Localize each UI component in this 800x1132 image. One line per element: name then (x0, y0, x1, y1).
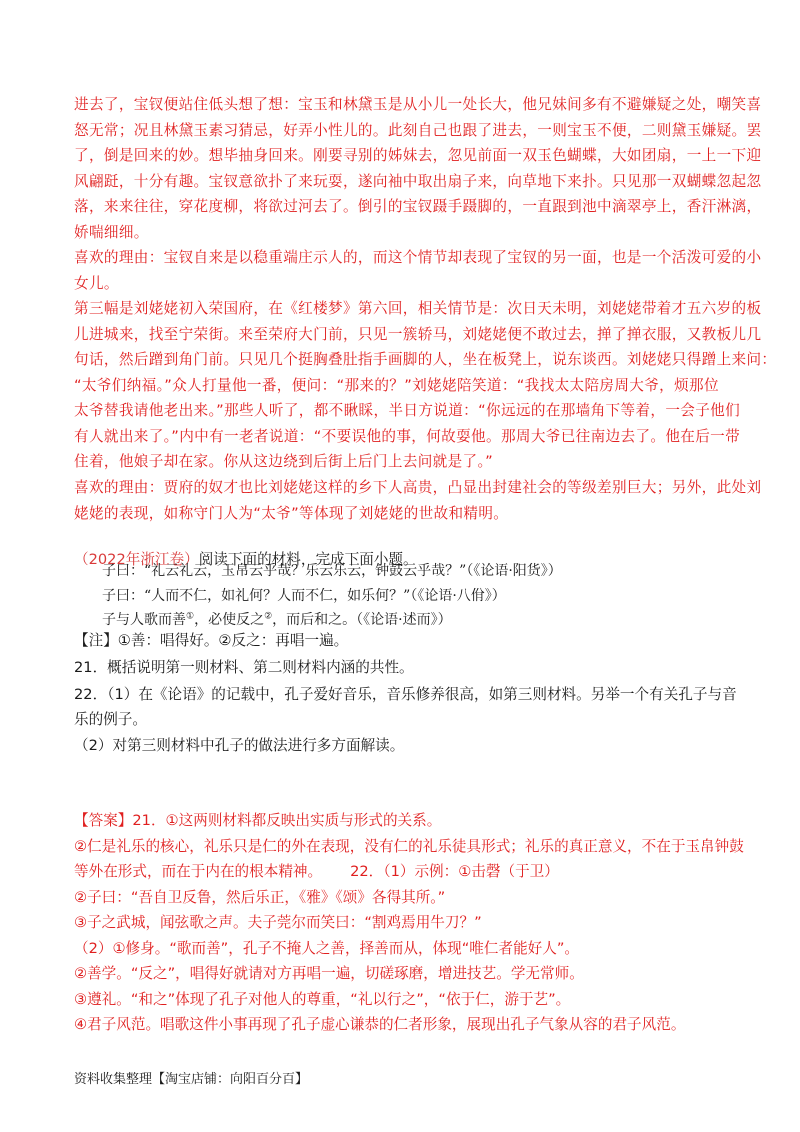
note-line: 【注】①善：唱得好。②反之：再唱一遍。 (74, 632, 349, 649)
text-line: 进去了，宝钗便站住低头想了想：宝玉和林黛玉是从小儿一处长大，他兄妹间多有不避嫌疑之处，嘲笑喜 (74, 96, 762, 113)
passage-reason-1 (74, 245, 762, 296)
answer-22-part-2-point-2: ②善学。“反之”，唱得好就请对方再唱一遍，切磋琢磨，增进技艺。学无常师。 (74, 965, 584, 982)
question-intro: 阅读下面的材料，完成下面小题。 (198, 551, 418, 568)
text-line: 怒无常；况且林黛玉素习猜忌，好弄小性儿的。此刻自己也跟了进去，一则宝玉不便，二则黛玉嫌疑。罢 (74, 121, 762, 139)
footnote-mark-1: ① (186, 611, 195, 622)
text-line: “太爷们纳福。”众人打量他一番，便问：“那来的？”刘姥姥陪笑道：“我找太太陪房周大爷，烦那位 (74, 376, 719, 394)
quote-3-part-b: ，必使反之 (194, 612, 265, 628)
answer-21-line-1 (74, 808, 441, 834)
text-line: 句话，然后蹭到角门前。只见几个挺胸叠肚指手画脚的人，坐在板凳上，说东谈西。刘姥姥只得蹭上来问： (74, 351, 777, 368)
footnote-mark-2: ② (264, 611, 273, 622)
question-22-part-1: 22．（1）在《论语》的记载中，孔子爱好音乐，音乐修养很高，如第三则材料。另举一个有关孔子与音 (74, 686, 737, 703)
quote-1: 子曰：“礼云礼云，玉帛云乎哉？乐云乐云，钟鼓云乎哉？”（《论语·阳货》） (102, 563, 562, 579)
passage-paragraph-1 (74, 92, 762, 245)
answer-21-point-1: 21．①这两则材料都反映出实质与形式的关系。 (132, 812, 442, 829)
question-22-part-1-cont: 乐的例子。 (74, 711, 147, 728)
answer-22-part-2-point-1: （2）①修身。“歌而善”，孔子不掩人之善，择善而从，体现“唯仁者能好人”。 (74, 940, 580, 957)
text-line: 了，倒是回来的妙。想毕抽身回来。刚要寻别的姊妹去，忽见前面一双玉色蝴蝶，大如团扇，一上一下迎 (74, 147, 762, 164)
text-line: 落，来来往往，穿花度柳，将欲过河去了。倒引的宝钗蹑手蹑脚的，一直跟到池中滴翠亭上，香汗淋漓， (74, 198, 762, 215)
answer-22-example-3: ③子之武城，闻弦歌之声。夫子莞尔而笑曰：“割鸡焉用牛刀？” (74, 914, 482, 931)
answer-22-example-2: ②子曰：“吾自卫反鲁，然后乐正，《雅》《颂》各得其所。” (74, 889, 446, 906)
text-line: 娇喘细细。 (74, 223, 149, 241)
text-line: 第三幅是刘姥姥初入荣国府，在《红楼梦》第六回，相关情节是：次日天未明，刘姥姥带着才五六岁的板 (74, 300, 762, 317)
page-footer: 资料收集整理【淘宝店铺：向阳百分百】 (74, 1072, 309, 1087)
text-line: 儿进城来，找至宁荣街。来至荣府大门前，只见一簇轿马，刘姥姥便不敢过去，掸了掸衣服，又教板儿几 (74, 325, 762, 343)
quote-3-part-a: 子与人歌而善 (102, 612, 186, 628)
passage-reason-2 (74, 475, 762, 526)
answer-22-part-2-point-4: ④君子风范。唱歌这件小事再现了孔子虚心谦恭的仁者形象，展现出孔子气象从容的君子风范。 (74, 1016, 686, 1033)
text-line: 太爷替我请他老出来。”那些人听了，都不瞅睬，半日方说道：“你远远的在那墙角下等着，一会子他们 (74, 402, 741, 419)
text-line: 住着，他娘子却在家。你从这边绕到后街上后门上去问就是了。” (74, 453, 494, 470)
text-line: 有人就出来了。”内中有一老者说道：“不要误他的事，何故耍他。那周大爷已往南边去了。他在后一带 (74, 427, 741, 445)
question-source: （2022年浙江卷） (74, 551, 199, 568)
answer-21-line-3 (74, 859, 559, 885)
text-line: 喜欢的理由：贾府的奴才也比刘姥姥这样的乡下人高贵，凸显出封建社会的等级差别巨大；另外，此处刘 (74, 479, 762, 496)
text-line: 风翩跹，十分有趣。宝钗意欲扑了来玩耍，遂向袖中取出扇子来，向草地下来扑。只见那一双蝴蝶忽起忽 (74, 172, 762, 190)
answer-22-part-2-point-3: ③遵礼。“和之”体现了孔子对他人的尊重，“礼以行之”，“依于仁，游于艺”。 (74, 991, 571, 1008)
answer-21-line-3-text: 等外在形式，而在于内在的根本精神。 (74, 863, 323, 880)
text-line: 喜欢的理由：宝钗自来是以稳重端庄示人的，而这个情节却表现了宝钗的另一面，也是一个活泼可爱的小 (74, 249, 762, 266)
answer-label: 【答案】 (74, 812, 133, 829)
text-line: 女儿。 (74, 274, 119, 292)
answer-21-line-2: ②仁是礼乐的核心，礼乐只是仁的外在表现，没有仁的礼乐徒具形式；礼乐的真正意义，不在于玉帛钟鼓 (74, 838, 744, 855)
quote-3-part-c: ，而后和之。（《论语·述而》） (272, 612, 452, 628)
answer-22-part-1: 22．（1）示例：①击磬（于卫） (350, 863, 559, 880)
passage-paragraph-3 (74, 296, 777, 475)
question-21: 21．概括说明第一则材料、第二则材料内涵的共性。 (74, 659, 414, 676)
question-22-part-2: （2）对第三则材料中孔子的做法进行多方面解读。 (74, 737, 405, 754)
text-line: 姥姥的表现，如称守门人为“太爷”等体现了刘姥姥的世故和精明。 (74, 504, 509, 522)
quote-2: 子曰：“人而不仁，如礼何？人而不仁，如乐何？”（《论语·八佾》） (102, 588, 506, 604)
